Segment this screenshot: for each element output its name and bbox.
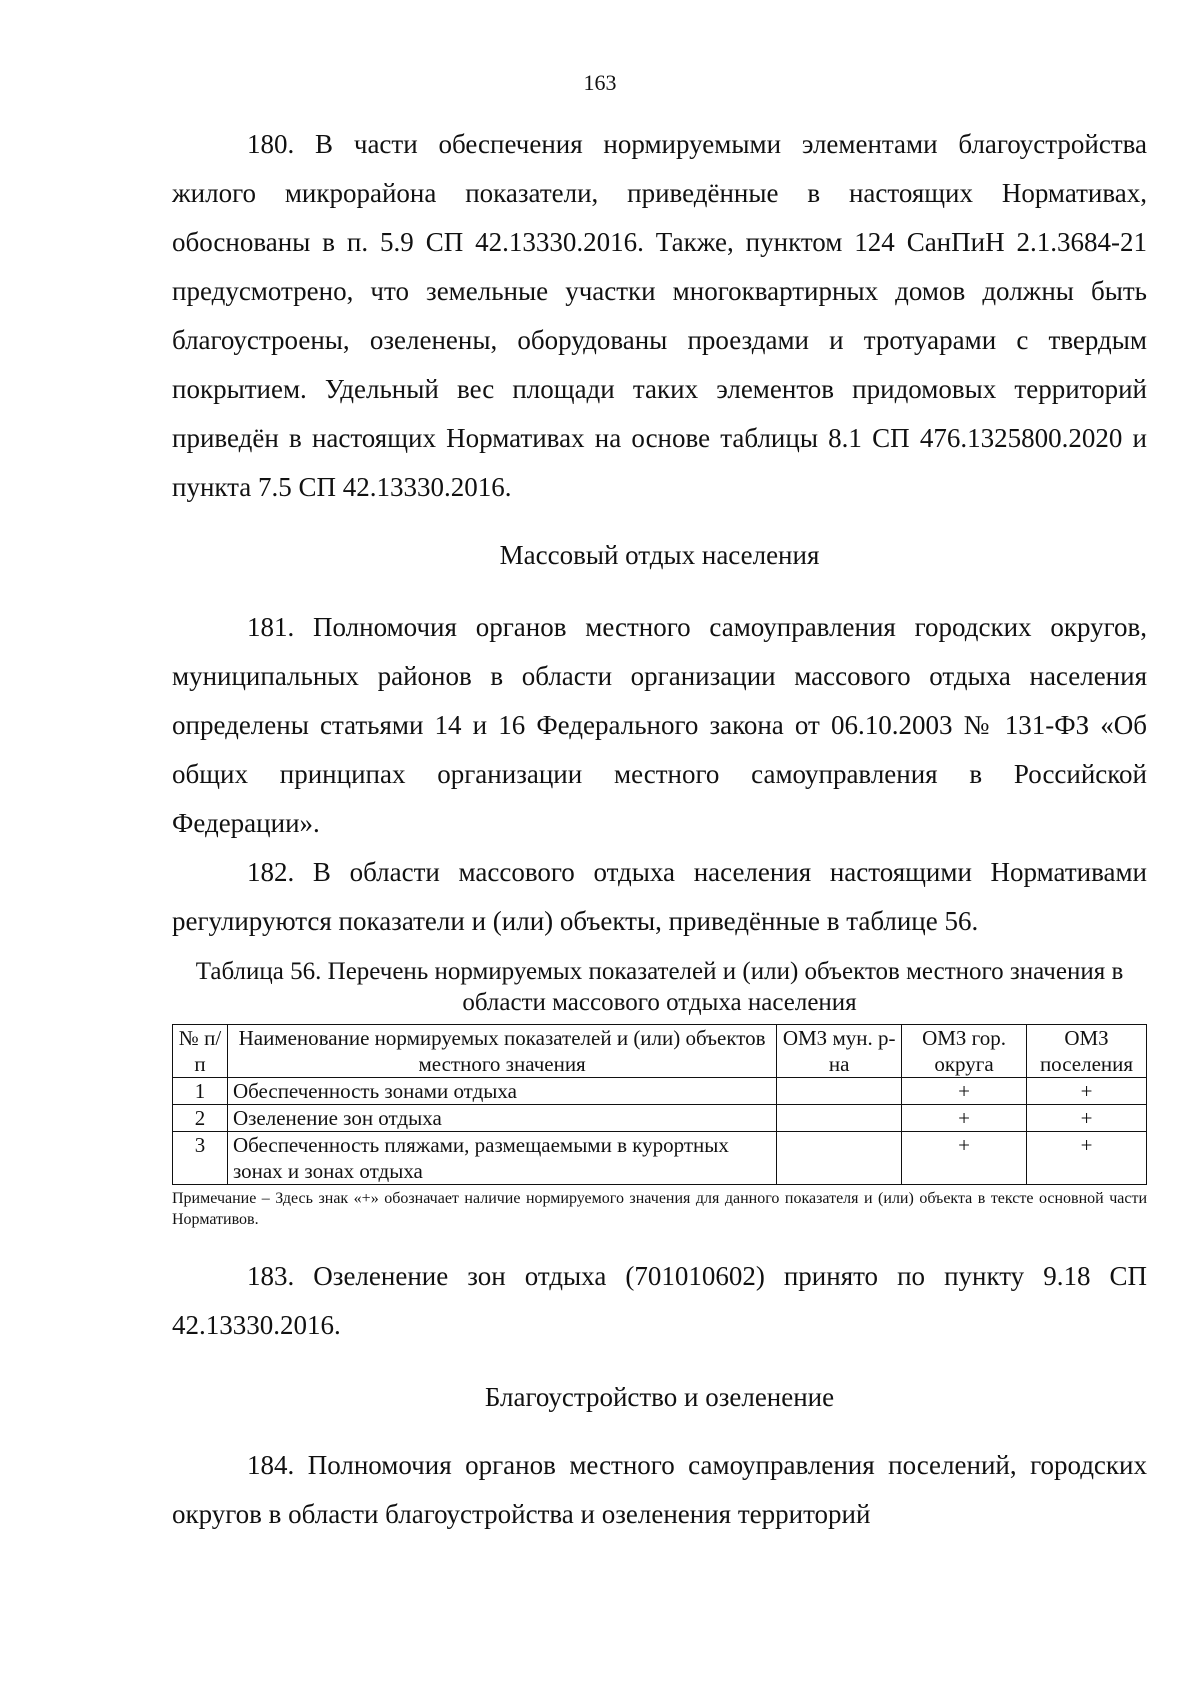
section-heading-landscaping: Благоустройство и озеленение bbox=[484, 1382, 835, 1412]
paragraph-182: 182. В области массового отдыха населения настоящими Нормативами регулируются показатели и (или) объекты, приведённые в таблице 56. bbox=[172, 857, 1147, 936]
table-note: Примечание – Здесь знак «+» обозначает наличие нормируемого значения для данного показателя и (или) объекта в тексте основной части Нормативов. bbox=[172, 1190, 1147, 1228]
row-omz-district bbox=[777, 1078, 902, 1105]
table-row bbox=[173, 1132, 1147, 1185]
row-omz-district bbox=[777, 1132, 902, 1185]
row-indicator: Обеспеченность зонами отдыха bbox=[227, 1078, 776, 1105]
row-omz-city-district: + bbox=[902, 1132, 1027, 1185]
section-heading-mass-recreation: Массовый отдых населения bbox=[499, 540, 820, 570]
paragraph-184: 184. Полномочия органов местного самоуправления поселений, городских округов в области благоустройства и озеленения территорий bbox=[172, 1450, 1147, 1529]
page-number: 163 bbox=[583, 70, 617, 95]
paragraph-181: 181. Полномочия органов местного самоуправления городских округов, муниципальных районов в области организации массового отдыха населения определены статьями 14 и 16 Федерального закона от 06.10.2003 № 131-ФЗ «Об общих принципах организации местного самоуправления в Российской Федерации». bbox=[172, 612, 1147, 838]
table-56 bbox=[172, 1024, 1147, 1185]
paragraph-183: 183. Озеленение зон отдыха (701010602) принято по пункту 9.18 СП 42.13330.2016. bbox=[172, 1261, 1147, 1340]
row-omz-city-district: + bbox=[902, 1105, 1027, 1132]
document-body bbox=[172, 120, 1147, 1539]
table-caption: Таблица 56. Перечень нормируемых показателей и (или) объектов местного значения в области массового отдыха населения bbox=[195, 958, 1124, 1016]
row-omz-settlement: + bbox=[1026, 1078, 1146, 1105]
table-row bbox=[173, 1078, 1147, 1105]
header-number: № п/п bbox=[173, 1025, 228, 1078]
row-number: 3 bbox=[173, 1132, 228, 1185]
paragraph-180: 180. В части обеспечения нормируемыми элементами благоустройства жилого микрорайона показатели, приведённые в настоящих Нормативах, обоснованы в п. 5.9 СП 42.13330.2016. Также, пунктом 124 СанПиН 2.1.3684-21 предусмотрено, что земельные участки многоквартирных домов должны быть благоустроены, озеленены, оборудованы проездами и тротуарами с твердым покрытием. Удельный вес площади таких элементов придомовых территорий приведён в настоящих Нормативах на основе таблицы 8.1 СП 476.1325800.2020 и пункта 7.5 СП 42.13330.2016. bbox=[172, 129, 1147, 502]
row-omz-district bbox=[777, 1105, 902, 1132]
row-indicator: Обеспеченность пляжами, размещаемыми в курортных зонах и зонах отдыха bbox=[227, 1132, 776, 1185]
row-omz-city-district: + bbox=[902, 1078, 1027, 1105]
row-omz-settlement: + bbox=[1026, 1132, 1146, 1185]
header-indicator-name: Наименование нормируемых показателей и (или) объектов местного значения bbox=[227, 1025, 776, 1078]
header-omz-settlement: ОМЗ поселения bbox=[1026, 1025, 1146, 1078]
table-header-row bbox=[173, 1025, 1147, 1078]
row-number: 1 bbox=[173, 1078, 228, 1105]
row-indicator: Озеленение зон отдыха bbox=[227, 1105, 776, 1132]
row-number: 2 bbox=[173, 1105, 228, 1132]
header-omz-district: ОМЗ мун. р-на bbox=[777, 1025, 902, 1078]
table-row bbox=[173, 1105, 1147, 1132]
row-omz-settlement: + bbox=[1026, 1105, 1146, 1132]
header-omz-city-district: ОМЗ гор. округа bbox=[902, 1025, 1027, 1078]
